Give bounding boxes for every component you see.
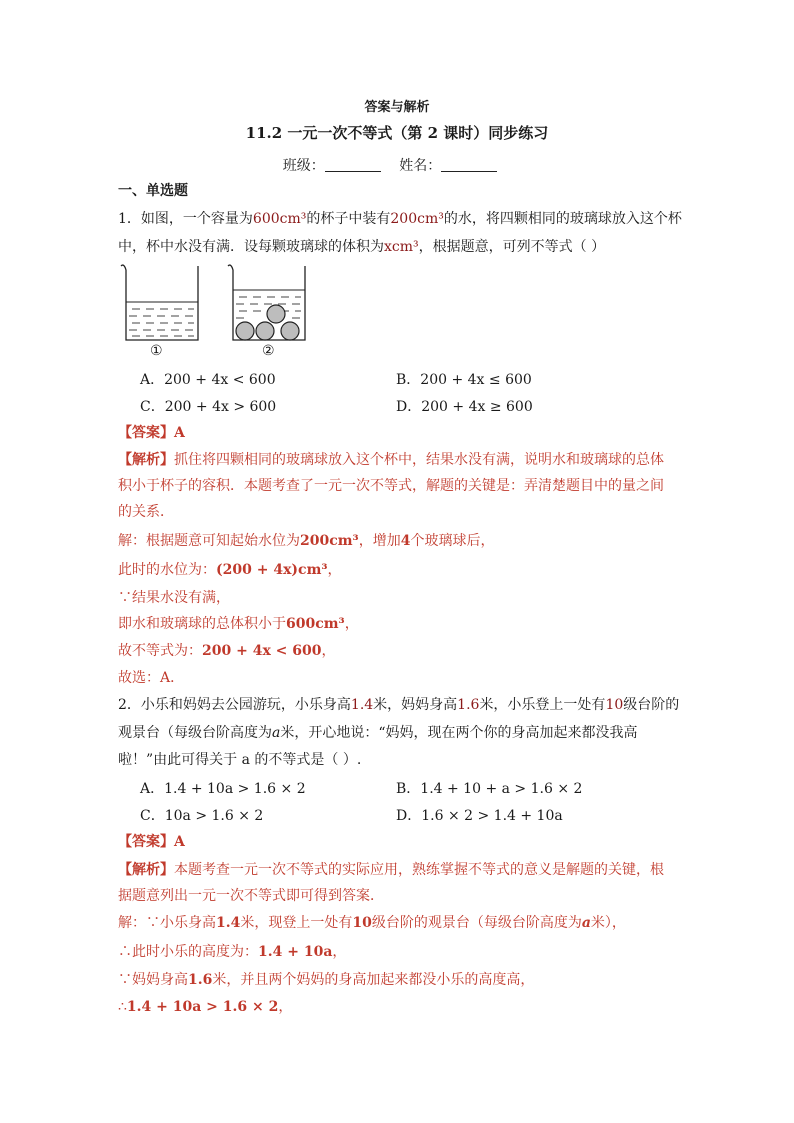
figure-1-label: ① [150, 343, 163, 359]
q1-solution-line4: 即水和玻璃球的总体积小于600cm³， [118, 616, 359, 632]
q2-option-d[interactable]: D．1.6 × 2 > 1.4 + 10a [396, 808, 563, 824]
q1-analysis-line2: 积小于杯子的容积．本题考查了一元一次不等式，解题的关键是：弄清楚题目中的量之间 [118, 478, 664, 494]
q1-solution-line6: 故选：A． [118, 670, 185, 686]
q1-solution-line3: ∵结果水没有满， [118, 590, 230, 606]
q1-answer: 【答案】A [118, 425, 185, 441]
q1-option-b[interactable]: B．200 + 4x ≤ 600 [396, 372, 532, 388]
q1-analysis-line3: 的关系． [118, 504, 174, 520]
beaker-1 [121, 265, 198, 340]
q1-solution-line2: 此时的水位为：(200 + 4x)cm³， [118, 562, 342, 578]
beaker-2 [228, 265, 305, 340]
q1-option-c[interactable]: C．200 + 4x > 600 [140, 399, 277, 415]
glass-ball [267, 305, 285, 323]
class-blank[interactable] [325, 157, 381, 172]
name-blank[interactable] [441, 157, 497, 172]
q2-solution-line4: ∴1.4 + 10a > 1.6 × 2， [118, 999, 293, 1015]
q2-analysis-line2: 据题意列出一元一次不等式即可得到答案． [118, 888, 384, 904]
glass-ball [281, 322, 299, 340]
q1-solution-line5: 故不等式为：200 + 4x < 600， [118, 643, 336, 659]
beaker-diagram [118, 262, 318, 362]
q1-stem-line1: 1．如图，一个容量为600cm³的杯子中装有200cm³的水，将四颗相同的玻璃球放入这个杯 [118, 211, 682, 227]
q2-solution-line2: ∴此时小乐的高度为：1.4 + 10a， [118, 944, 347, 960]
q2-stem-line3: 啦！”由此可得关于 a 的不等式是（ ）. [118, 752, 362, 768]
q2-option-c[interactable]: C．10a > 1.6 × 2 [140, 808, 264, 824]
q1-solution-line1: 解：根据题意可知起始水位为200cm³，增加4个玻璃球后， [118, 533, 495, 549]
name-label: 姓名： [399, 158, 442, 174]
figure-2-label: ② [262, 343, 275, 359]
q2-stem-line2: 观景台（每级台阶高度为a米，开心地说：“妈妈，现在两个你的身高加起来都没我高 [118, 725, 638, 741]
q2-analysis-line1: 【解析】本题考查一元一次不等式的实际应用，熟练掌握不等式的意义是解题的关键，根 [118, 862, 664, 878]
name-fields [0, 155, 794, 175]
q2-solution-line3: ∵妈妈身高1.6米，并且两个妈妈的身高加起来都没小乐的高度高， [118, 972, 535, 988]
q1-option-d[interactable]: D．200 + 4x ≥ 600 [396, 399, 533, 415]
glass-ball [256, 322, 274, 340]
class-label: 班级： [282, 158, 325, 174]
q2-option-a[interactable]: A．1.4 + 10a > 1.6 × 2 [140, 781, 306, 797]
q1-analysis-line1: 【解析】抓住将四颗相同的玻璃球放入这个杯中，结果水没有满，说明水和玻璃球的总体 [118, 452, 664, 468]
q1-option-a[interactable]: A．200 + 4x < 600 [140, 372, 276, 388]
glass-ball [236, 322, 254, 340]
section-title: 一、单选题 [118, 183, 188, 199]
q2-stem-line1: 2．小乐和妈妈去公园游玩，小乐身高1.4米，妈妈身高1.6米，小乐登上一处有10级台阶的 [118, 697, 680, 713]
doc-subtitle: 答案与解析 [364, 100, 430, 115]
q2-answer: 【答案】A [118, 834, 185, 850]
q2-option-b[interactable]: B．1.4 + 10 + a > 1.6 × 2 [396, 781, 583, 797]
q1-stem-line2: 中，杯中水没有满．设每颗玻璃球的体积为xcm³，根据题意，可列不等式（ ） [118, 239, 606, 255]
q2-solution-line1: 解：∵小乐身高1.4米，现登上一处有10级台阶的观景台（每级台阶高度为a米）， [118, 915, 626, 931]
q1-figure [118, 262, 318, 366]
doc-title: 11.2 一元一次不等式（第 2 课时）同步练习 [245, 124, 549, 142]
